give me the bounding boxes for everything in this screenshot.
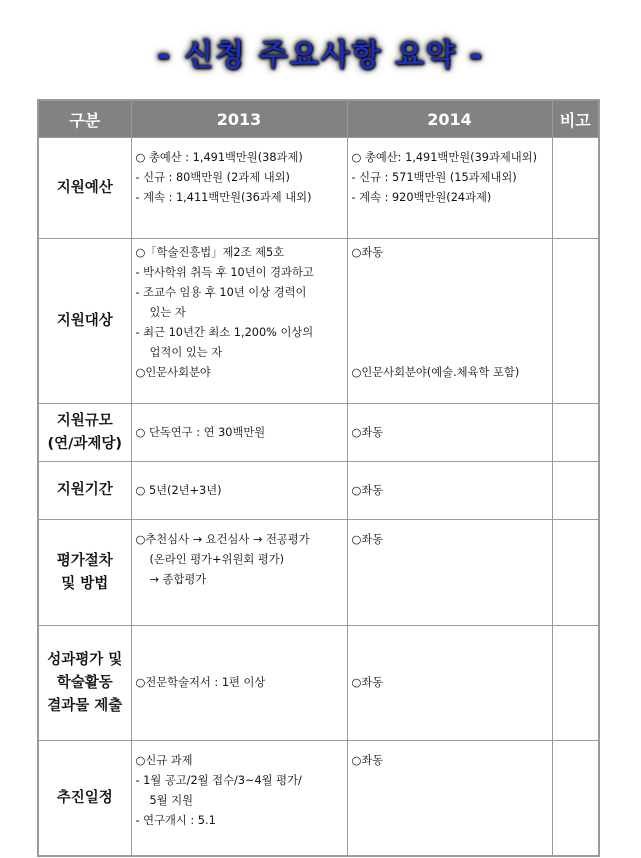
cell-line: 있는 자: [149, 306, 186, 319]
cell-2014: [347, 462, 552, 520]
table-row: [38, 138, 599, 239]
cell-2013: [131, 404, 347, 462]
cell-line: ○인문사회분야: [135, 366, 211, 379]
header-2013: 2013: [131, 100, 347, 138]
header-row: [38, 100, 599, 138]
category-text: 추진일정: [56, 789, 113, 806]
row-category: [38, 138, 131, 239]
cell-line: ○좌동: [351, 676, 384, 689]
row-category: [38, 626, 131, 741]
cell-line: ○신규 과제: [135, 754, 193, 767]
category-text: 지원기간: [56, 482, 113, 498]
cell-note: [552, 138, 599, 239]
table-row: [38, 462, 599, 520]
cell-2013: [131, 626, 347, 741]
page-title: - 신청 주요사항 요약 -: [157, 38, 484, 73]
cell-line: - 계속 : 920백만원(24과제): [351, 191, 492, 204]
cell-line: - 계속 : 1,411백만원(36과제 내외): [135, 191, 312, 204]
row-category: [38, 239, 131, 404]
cell-2013: [131, 138, 347, 239]
cell-line: 5월 지원: [149, 794, 194, 807]
cell-2014: [347, 138, 552, 239]
table-row: [38, 404, 599, 462]
row-category: [38, 404, 131, 462]
cell-spacer: [352, 263, 550, 363]
category-text: 성과평가 및: [47, 651, 123, 668]
cell-line: ○ 총예산: 1,491백만원(39과제내외): [351, 151, 538, 164]
cell-line: - 박사학위 취득 후 10년이 경과하고: [135, 266, 314, 279]
cell-note: [552, 741, 599, 857]
cell-line: 업적이 있는 자: [149, 346, 223, 359]
table-row: [38, 626, 599, 741]
category-text: 지원규모: [56, 412, 113, 429]
cell-note: [552, 404, 599, 462]
row-category: [38, 462, 131, 520]
cell-note: [552, 239, 599, 404]
cell-line: ○ 단독연구 : 연 30백만원: [135, 425, 266, 439]
cell-line: ○전문학술저서 : 1편 이상: [135, 676, 266, 689]
table-row: [38, 520, 599, 626]
cell-line: → 종합평가: [149, 573, 207, 586]
cell-line: ○ 5년(2년+3년): [135, 483, 222, 497]
cell-2014: [347, 404, 552, 462]
row-category: [38, 520, 131, 626]
cell-line: ○좌동: [351, 483, 384, 497]
cell-2014: [347, 239, 552, 404]
header-category: 구분: [38, 100, 131, 138]
category-text: (연/과제당): [47, 435, 123, 452]
cell-2013: [131, 520, 347, 626]
cell-2014: [347, 626, 552, 741]
cell-line: ○ 총예산 : 1,491백만원(38과제): [135, 151, 303, 164]
cell-line: ○「학술진흥법」제2조 제5호: [135, 246, 285, 259]
cell-line: ○좌동: [351, 533, 384, 546]
cell-line: - 연구개시 : 5.1: [135, 814, 216, 827]
cell-line: - 신규 : 571백만원 (15과제내외): [351, 171, 517, 184]
cell-2014: [347, 520, 552, 626]
cell-2013: [131, 239, 347, 404]
category-text: 학술활동: [56, 674, 113, 691]
cell-note: [552, 626, 599, 741]
header-2014: 2014: [347, 100, 552, 138]
header-note: 비고: [552, 100, 599, 138]
category-text: 결과물 제출: [47, 697, 123, 714]
category-text: 평가절차: [56, 552, 113, 569]
row-category: [38, 741, 131, 857]
cell-line: - 조교수 임용 후 10년 이상 경력이: [135, 286, 307, 299]
cell-line: ○추천심사 → 요건심사 → 전공평가: [135, 533, 310, 546]
cell-2013: [131, 462, 347, 520]
category-text: 및 방법: [61, 575, 109, 592]
cell-note: [552, 520, 599, 626]
cell-line: - 신규 : 80백만원 (2과제 내외): [135, 171, 290, 184]
category-text: 지원대상: [56, 312, 113, 329]
cell-line: - 1월 공고/2월 접수/3~4월 평가/: [135, 774, 302, 787]
cell-line: (온라인 평가+위원회 평가): [149, 553, 285, 566]
cell-line: ○좌동: [351, 246, 384, 259]
cell-2014: [347, 741, 552, 857]
cell-line: - 최근 10년간 최소 1,200% 이상의: [135, 326, 314, 339]
cell-2013: [131, 741, 347, 857]
category-text: 지원예산: [56, 179, 113, 196]
cell-line: ○인문사회분야(예술.체육학 포함): [351, 366, 520, 379]
table-row: [38, 239, 599, 404]
cell-line: ○좌동: [351, 754, 384, 767]
cell-line: ○좌동: [351, 425, 384, 439]
summary-table: [37, 99, 600, 857]
cell-note: [552, 462, 599, 520]
table-row: [38, 741, 599, 857]
